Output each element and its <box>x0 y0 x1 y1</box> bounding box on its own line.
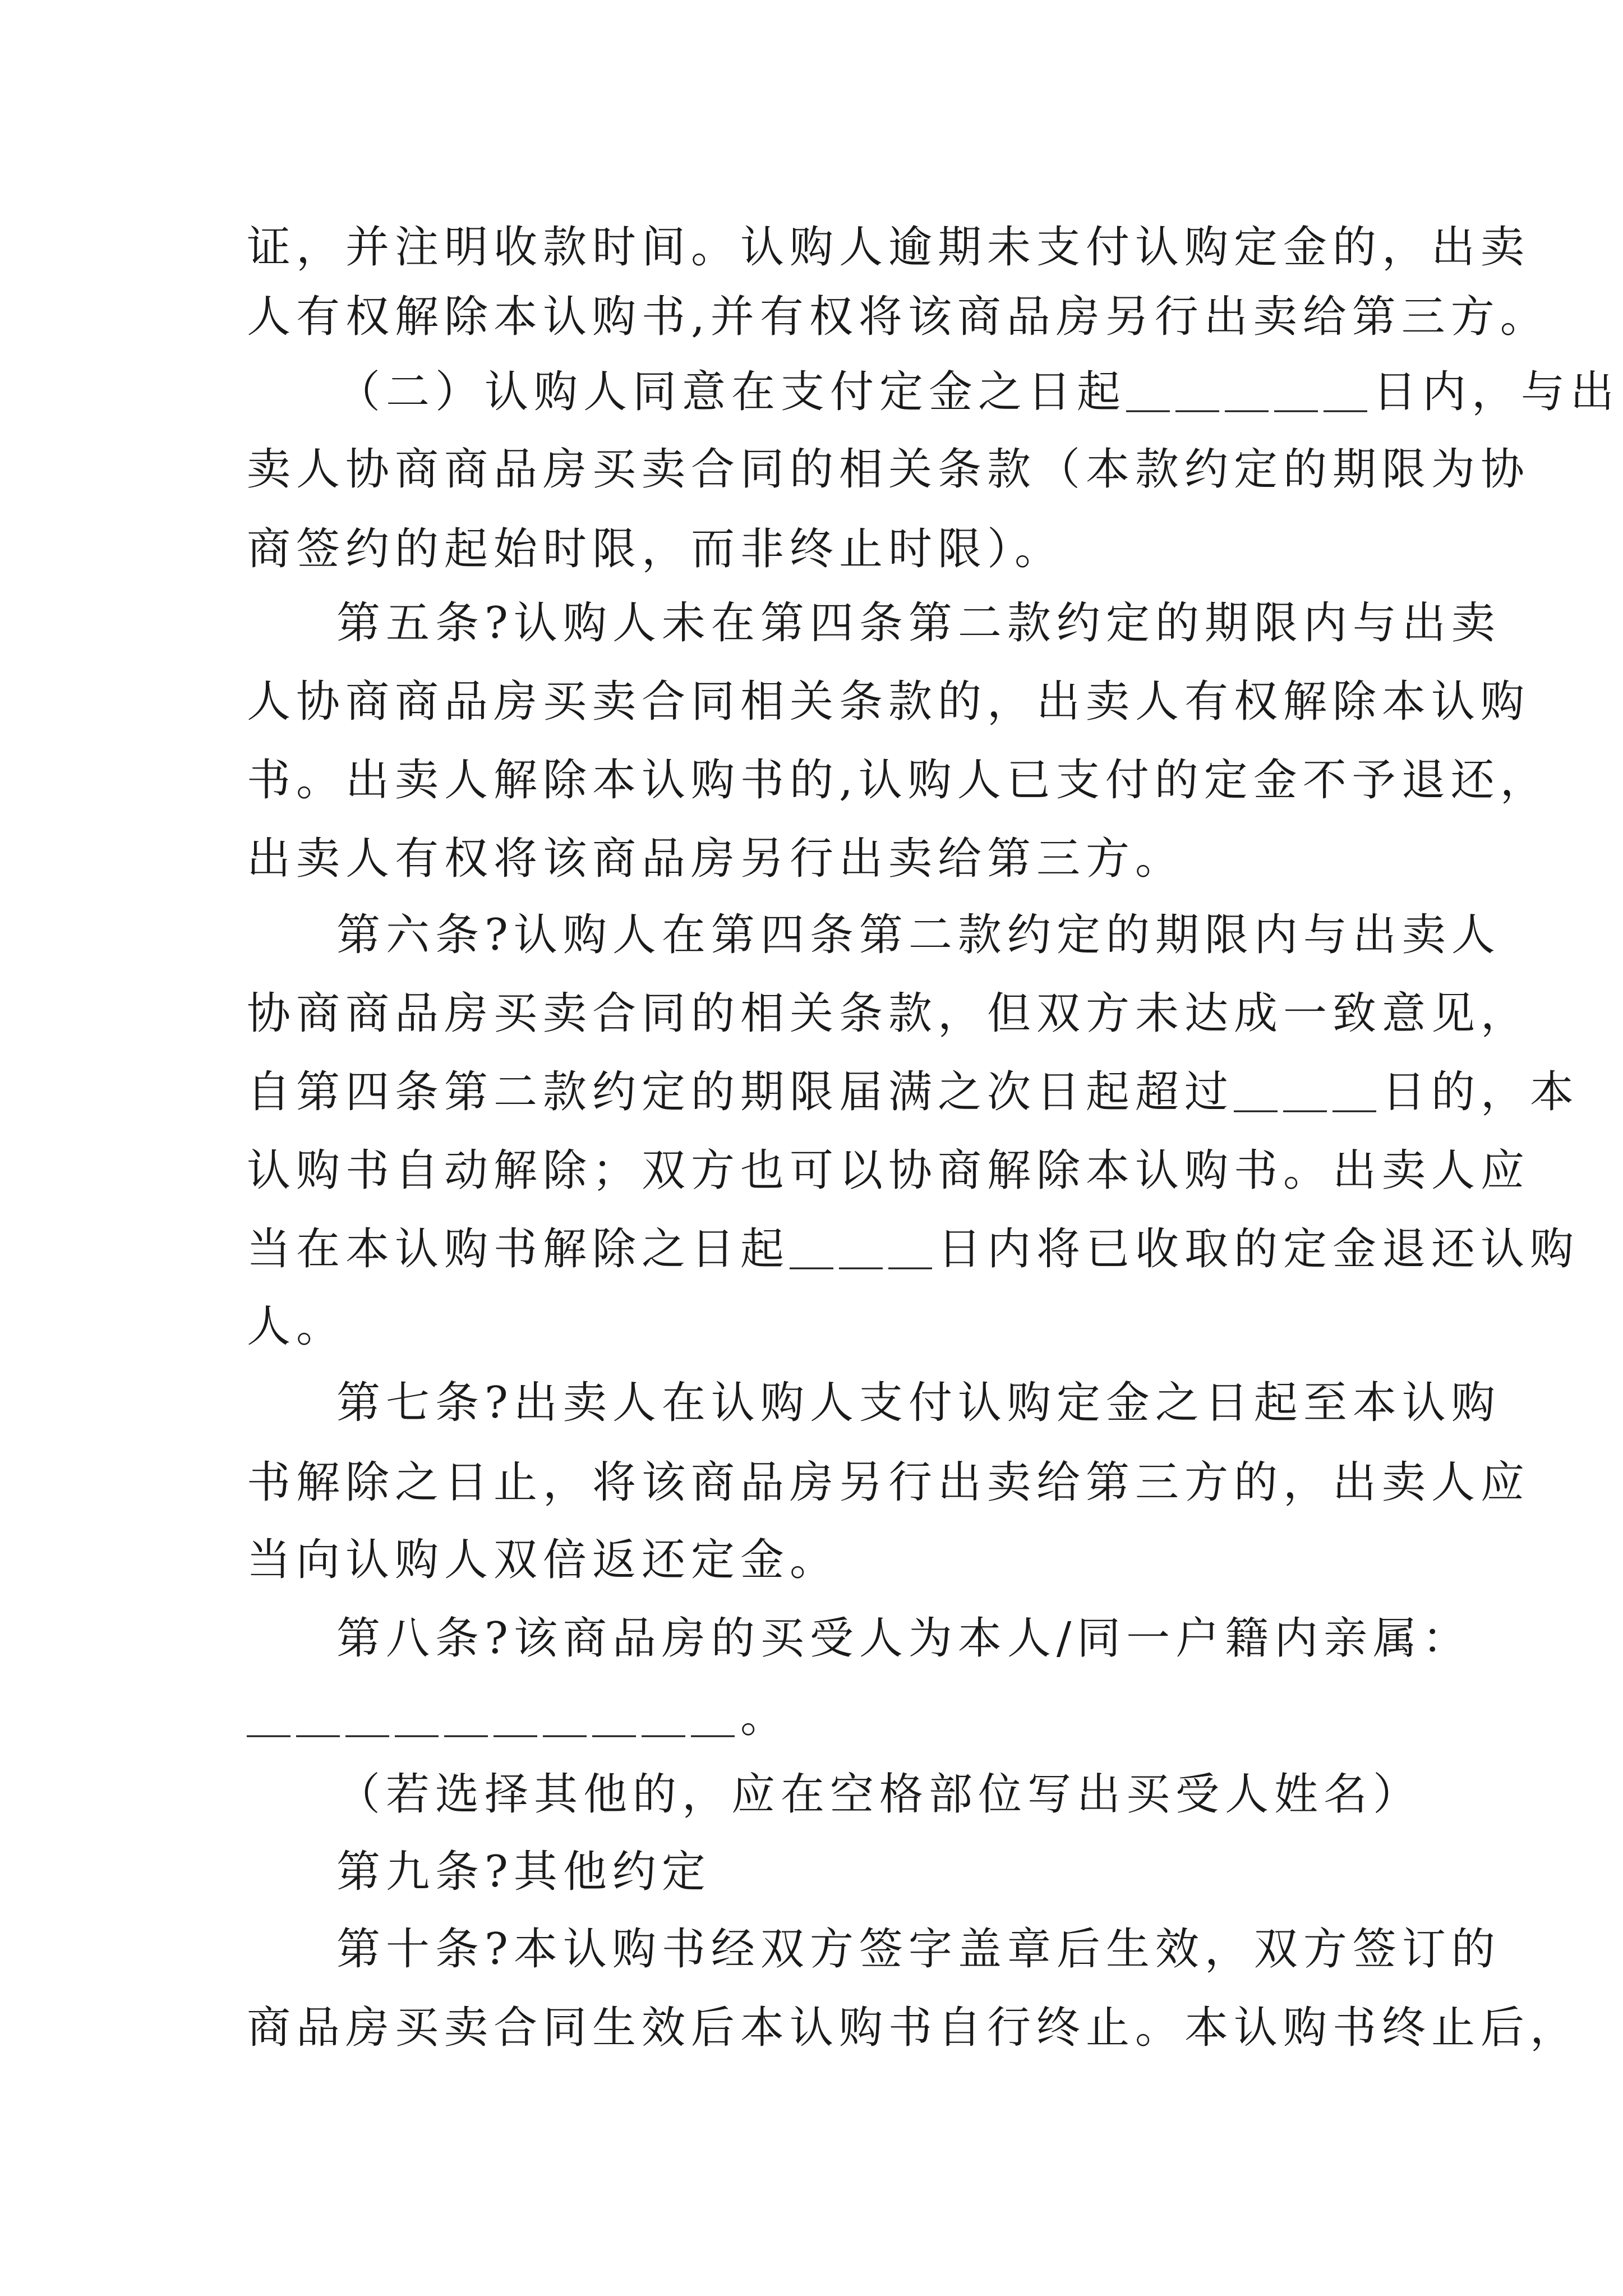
text-line: 卖人协商商品房买卖合同的相关条款（本款约定的期限为协 <box>247 444 1530 495</box>
text-line: 第五条?认购人未在第四条第二款约定的期限内与出卖 <box>336 598 1501 648</box>
text-line: 出卖人有权将该商品房另行出卖给第三方。 <box>247 834 1185 884</box>
text-line: 第十条?本认购书经双方签字盖章后生效，双方签订的 <box>336 1924 1501 1975</box>
text-line: ＿＿＿＿＿＿＿＿＿＿。 <box>247 1692 790 1742</box>
text-line: 第七条?出卖人在认购人支付认购定金之日起至本认购 <box>336 1378 1501 1428</box>
text-line: （二）认购人同意在支付定金之日起＿＿＿＿＿日内，与出 <box>336 367 1620 417</box>
text-line: 第九条?其他约定 <box>336 1847 711 1897</box>
text-line: （若选择其他的，应在空格部位写出买受人姓名） <box>336 1769 1423 1820</box>
text-line: 认购书自动解除；双方也可以协商解除本认购书。出卖人应 <box>247 1145 1530 1196</box>
text-line: 第六条?认购人在第四条第二款约定的期限内与出卖人 <box>336 910 1501 960</box>
text-line: 自第四条第二款约定的期限届满之次日起超过＿＿＿日的，本 <box>247 1067 1580 1117</box>
text-line: 人有权解除本认购书,并有权将该商品房另行出卖给第三方。 <box>247 292 1550 342</box>
text-line: 人。 <box>247 1301 346 1352</box>
text-line: 第八条?该商品房的买受人为本人/同一户籍内亲属： <box>336 1613 1472 1664</box>
text-line: 人协商商品房买卖合同相关条款的，出卖人有权解除本认购 <box>247 677 1530 727</box>
text-line: 证，并注明收款时间。认购人逾期未支付认购定金的，出卖 <box>247 222 1530 273</box>
text-line: 协商商品房买卖合同的相关条款，但双方未达成一致意见， <box>247 988 1530 1039</box>
text-line: 当向认购人双倍返还定金。 <box>247 1535 840 1585</box>
text-line: 书解除之日止，将该商品房另行出卖给第三方的，出卖人应 <box>247 1457 1530 1508</box>
text-line: 商品房买卖合同生效后本认购书自行终止。本认购书终止后， <box>247 2003 1580 2053</box>
text-line: 当在本认购书解除之日起＿＿＿日内将已收取的定金退还认购 <box>247 1224 1580 1274</box>
text-line: 书。出卖人解除本认购书的,认购人已支付的定金不予退还， <box>247 755 1550 806</box>
text-line: 商签约的起始时限，而非终止时限）。 <box>247 524 1064 574</box>
